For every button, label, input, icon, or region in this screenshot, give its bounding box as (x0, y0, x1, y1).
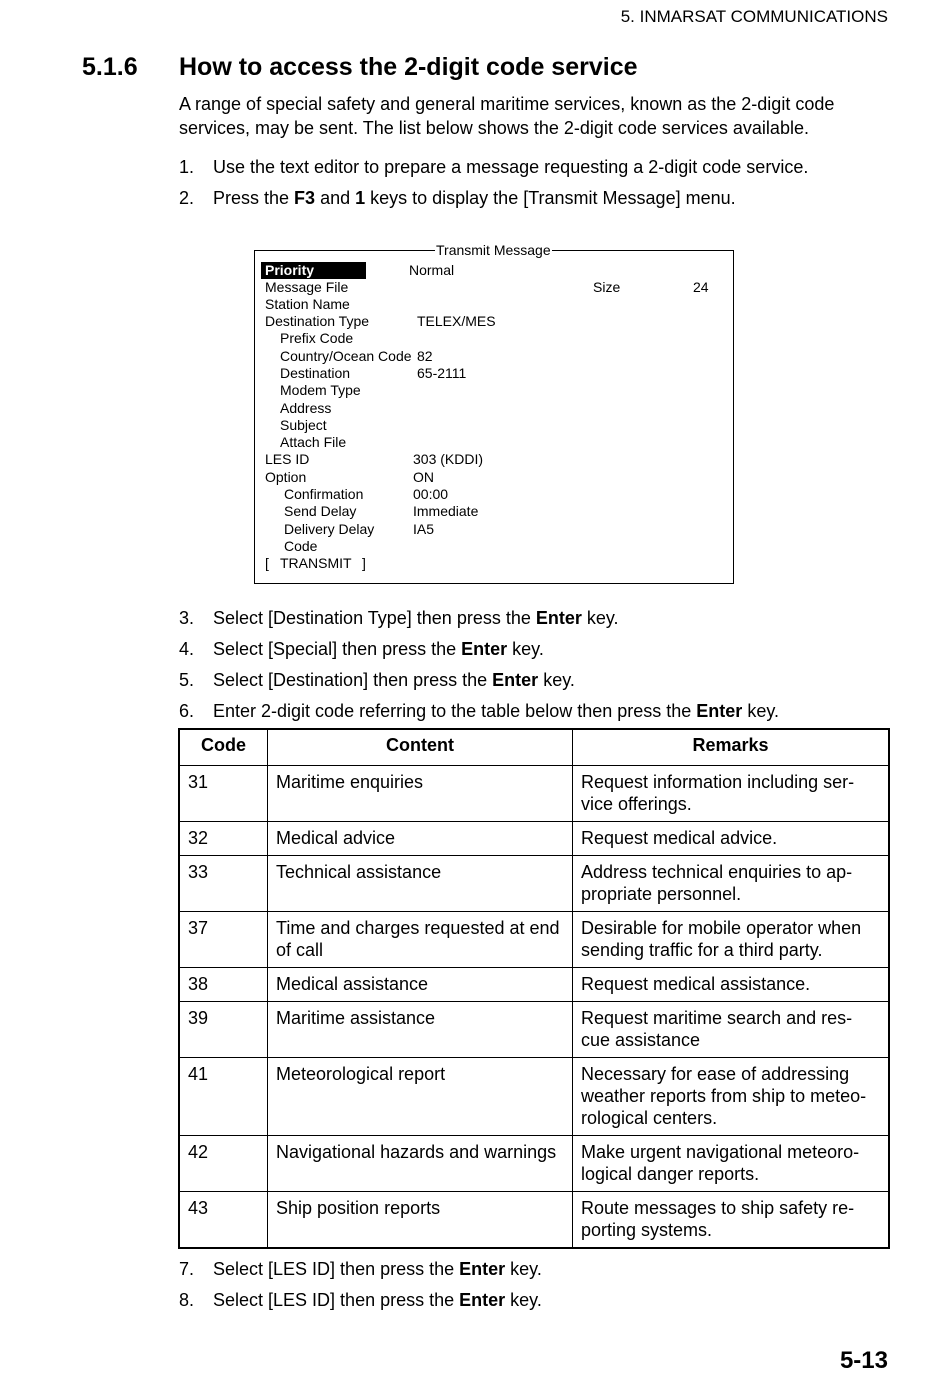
delivery-delay-value: IA5 (413, 521, 435, 537)
remarks-cell: Request information including ser- vice offerings. (573, 766, 890, 822)
step-text: Use the text editor to prepare a message requesting a 2-digit code service. (213, 157, 809, 177)
table-row (179, 766, 889, 822)
key-1: 1 (355, 188, 366, 208)
step-number: 3. (179, 608, 195, 628)
step-4 (179, 637, 544, 661)
remarks-cell: Desirable for mobile operator when sending traffic for a third party. (573, 912, 890, 968)
two-digit-code-table (178, 728, 890, 1249)
transmit-message-screen (254, 242, 734, 584)
table-row (179, 1136, 889, 1192)
key-enter: Enter (696, 701, 743, 721)
priority-label[interactable]: Priority (261, 262, 366, 279)
step-number: 5. (179, 670, 195, 690)
station-name-label[interactable]: Station Name (265, 296, 350, 312)
remarks-cell: Request medical advice. (573, 822, 890, 856)
prefix-code-label[interactable]: Prefix Code (280, 330, 354, 346)
step-text: Select [LES ID] then press the (213, 1259, 460, 1279)
content-cell: Medical advice (268, 822, 573, 856)
transmit-button[interactable]: TRANSMIT (280, 555, 352, 571)
content-cell: Maritime assistance (268, 1002, 573, 1058)
content-cell: Ship position reports (268, 1192, 573, 1249)
modem-type-label[interactable]: Modem Type (280, 382, 361, 398)
intro-paragraph: A range of special safety and general maritime services, known as the 2-digit code services, may be sent. The list below shows the 2-digit code services available. (179, 94, 835, 138)
step-number: 8. (179, 1290, 195, 1310)
content-cell: Time and charges requested at end of call (268, 912, 573, 968)
code-cell: 43 (179, 1192, 268, 1249)
step-2 (179, 186, 736, 210)
step-text: keys to display the [Transmit Message] menu. (365, 188, 736, 208)
country-code-value: 82 (417, 348, 433, 364)
step-text: key. (505, 1290, 542, 1310)
option-label[interactable]: Option (265, 469, 307, 485)
step-3 (179, 606, 619, 630)
address-label[interactable]: Address (280, 400, 332, 416)
table-row (179, 856, 889, 912)
remarks-cell: Request medical assistance. (573, 968, 890, 1002)
code-cell: 38 (179, 968, 268, 1002)
step-number: 2. (179, 188, 195, 208)
key-enter: Enter (459, 1290, 506, 1310)
content-cell: Medical assistance (268, 968, 573, 1002)
transmit-bracket-close: ] (362, 555, 366, 571)
step-number: 7. (179, 1259, 195, 1279)
header-code: Code (179, 729, 268, 766)
section-number: 5.1.6 (82, 53, 138, 81)
size-value: 24 (693, 279, 709, 295)
message-file-label[interactable]: Message File (265, 279, 349, 295)
country-code-label[interactable]: Country/Ocean Code (280, 348, 412, 364)
table-row (179, 1058, 889, 1136)
step-text: Select [LES ID] then press the (213, 1290, 460, 1310)
send-delay-value: Immediate (413, 503, 479, 519)
les-id-label[interactable]: LES ID (265, 451, 310, 467)
step-text: key. (581, 608, 619, 628)
table-row (179, 822, 889, 856)
step-number: 6. (179, 701, 195, 721)
step-6 (179, 699, 779, 723)
code-cell: 31 (179, 766, 268, 822)
code-cell: 41 (179, 1058, 268, 1136)
step-text: key. (505, 1259, 542, 1279)
confirmation-value: 00:00 (413, 486, 449, 502)
screen-title: Transmit Message (436, 242, 551, 258)
code-cell: 37 (179, 912, 268, 968)
delivery-delay-label[interactable]: Delivery Delay (284, 521, 375, 537)
table-row (179, 912, 889, 968)
remarks-cell: Address technical enquiries to ap- propriate personnel. (573, 856, 890, 912)
step-text: Select [Destination] then press the (213, 670, 493, 690)
header-remarks: Remarks (573, 729, 890, 766)
step-text: Enter 2-digit code referring to the table below then press the (213, 701, 697, 721)
key-f3: F3 (294, 188, 316, 208)
option-value: ON (413, 469, 434, 485)
send-delay-label[interactable]: Send Delay (284, 503, 357, 519)
les-id-value: 303 (KDDI) (413, 451, 484, 467)
step-text: key. (538, 670, 575, 690)
content-cell: Technical assistance (268, 856, 573, 912)
step-text: and (315, 188, 356, 208)
remarks-cell: Request maritime search and res- cue assistance (573, 1002, 890, 1058)
step-text: Press the (213, 188, 295, 208)
code-label[interactable]: Code (284, 538, 318, 554)
remarks-cell: Necessary for ease of addressing weather reports from ship to meteo- rological centers. (573, 1058, 890, 1136)
priority-value: Normal (409, 262, 455, 278)
key-enter: Enter (535, 608, 582, 628)
remarks-cell: Make urgent navigational meteoro- logical danger reports. (573, 1136, 890, 1192)
confirmation-label[interactable]: Confirmation (284, 486, 364, 502)
table-row (179, 1002, 889, 1058)
destination-type-label[interactable]: Destination Type (265, 313, 370, 329)
transmit-bracket-open: [ (265, 555, 269, 571)
code-cell: 42 (179, 1136, 268, 1192)
chapter-header: 5. INMARSAT COMMUNICATIONS (620, 7, 888, 26)
step-text: key. (507, 639, 544, 659)
step-text: Select [Destination Type] then press the (213, 608, 536, 628)
content-cell: Navigational hazards and warnings (268, 1136, 573, 1192)
remarks-cell: Route messages to ship safety re- porting systems. (573, 1192, 890, 1249)
page-number: 5-13 (839, 1347, 888, 1374)
destination-value: 65-2111 (417, 365, 467, 381)
step-text: key. (742, 701, 779, 721)
key-enter: Enter (461, 639, 508, 659)
step-8 (179, 1288, 542, 1312)
table-header-row (179, 729, 889, 766)
step-number: 4. (179, 639, 195, 659)
key-enter: Enter (459, 1259, 506, 1279)
code-cell: 32 (179, 822, 268, 856)
attach-file-label[interactable]: Attach File (280, 434, 347, 450)
key-enter: Enter (492, 670, 539, 690)
size-label: Size (593, 279, 621, 295)
destination-type-value: TELEX/MES (417, 313, 496, 329)
table-row (179, 968, 889, 1002)
step-number: 1. (179, 157, 195, 177)
subject-label[interactable]: Subject (280, 417, 327, 433)
content-cell: Meteorological report (268, 1058, 573, 1136)
section-title: How to access the 2-digit code service (179, 53, 638, 81)
step-7 (179, 1257, 542, 1281)
content-cell: Maritime enquiries (268, 766, 573, 822)
step-5 (179, 668, 575, 692)
code-cell: 39 (179, 1002, 268, 1058)
code-cell: 33 (179, 856, 268, 912)
step-text: Select [Special] then press the (213, 639, 462, 659)
destination-label[interactable]: Destination (280, 365, 351, 381)
step-1 (179, 155, 808, 179)
header-content: Content (268, 729, 573, 766)
table-row (179, 1192, 889, 1249)
